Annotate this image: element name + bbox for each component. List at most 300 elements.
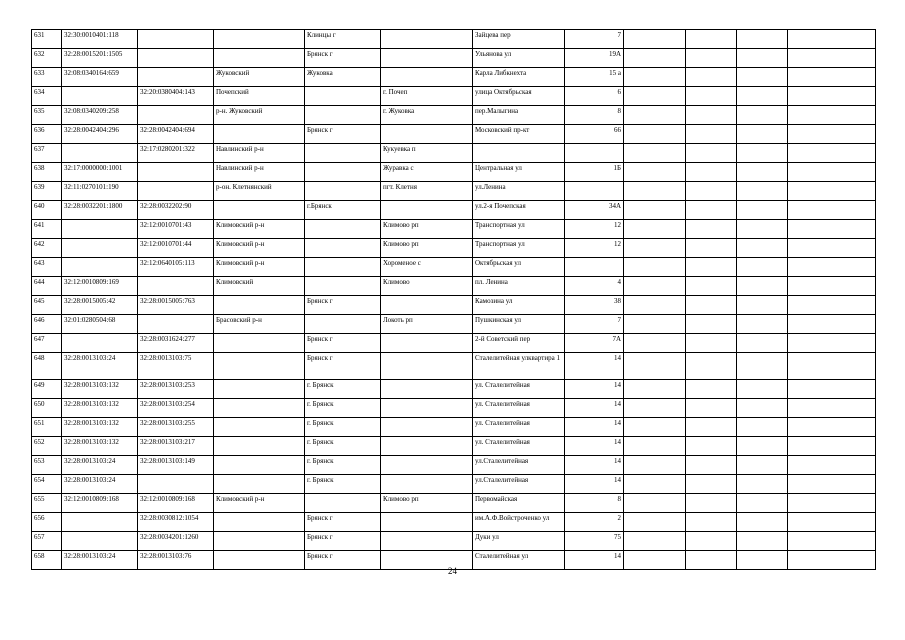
settlement-cell xyxy=(381,532,473,551)
row-number-cell: 631 xyxy=(32,30,62,49)
cadastral-number-cell: 32:28:0032201:1800 xyxy=(62,201,138,220)
row-number-cell: 640 xyxy=(32,201,62,220)
empty-cell xyxy=(788,144,876,163)
house-number-cell xyxy=(565,144,624,163)
district-cell: Навлинский р-н xyxy=(214,144,305,163)
cadastral-number-cell xyxy=(62,532,138,551)
house-number-cell: 12 xyxy=(565,239,624,258)
empty-cell xyxy=(686,315,737,334)
cadastral-number-2-cell: 32:28:0013103:149 xyxy=(138,456,214,475)
page-number: 24 xyxy=(448,566,457,576)
empty-cell xyxy=(686,456,737,475)
empty-cell xyxy=(737,380,788,399)
city-cell: г. Брянск xyxy=(305,456,381,475)
table-row xyxy=(32,475,876,494)
cadastral-number-cell: 32:28:0013103:132 xyxy=(62,380,138,399)
empty-cell xyxy=(788,182,876,201)
cadastral-number-2-cell xyxy=(138,49,214,68)
settlement-cell: Климово рп xyxy=(381,239,473,258)
city-cell: Брянск г xyxy=(305,49,381,68)
cadastral-number-2-cell: 32:20:0380404:143 xyxy=(138,87,214,106)
table-row xyxy=(32,296,876,315)
empty-cell xyxy=(788,258,876,277)
empty-cell xyxy=(624,380,686,399)
district-cell xyxy=(214,125,305,144)
empty-cell xyxy=(624,475,686,494)
cadastral-number-2-cell xyxy=(138,106,214,125)
settlement-cell xyxy=(381,49,473,68)
district-cell: Почепский xyxy=(214,87,305,106)
cadastral-number-2-cell xyxy=(138,30,214,49)
table-row xyxy=(32,49,876,68)
empty-cell xyxy=(686,182,737,201)
street-cell: ул.Сталелитейная xyxy=(473,475,565,494)
cadastral-number-2-cell: 32:28:0015005:763 xyxy=(138,296,214,315)
table-row xyxy=(32,513,876,532)
cadastral-number-cell: 32:28:0042404:296 xyxy=(62,125,138,144)
street-cell: пл. Ленина xyxy=(473,277,565,296)
house-number-cell: 14 xyxy=(565,456,624,475)
row-number-cell: 644 xyxy=(32,277,62,296)
house-number-cell: 1Б xyxy=(565,163,624,182)
district-cell: р-он. Клетнянский xyxy=(214,182,305,201)
empty-cell xyxy=(624,494,686,513)
empty-cell xyxy=(624,296,686,315)
empty-cell xyxy=(624,513,686,532)
empty-cell xyxy=(788,399,876,418)
empty-cell xyxy=(686,220,737,239)
empty-cell xyxy=(686,494,737,513)
cadastral-number-cell xyxy=(62,220,138,239)
empty-cell xyxy=(788,437,876,456)
settlement-cell: Климово рп xyxy=(381,494,473,513)
district-cell xyxy=(214,30,305,49)
empty-cell xyxy=(788,49,876,68)
table-row xyxy=(32,144,876,163)
empty-cell xyxy=(788,532,876,551)
district-cell: Климовский р-н xyxy=(214,258,305,277)
district-cell xyxy=(214,513,305,532)
empty-cell xyxy=(737,418,788,437)
empty-cell xyxy=(686,106,737,125)
city-cell: Брянск г xyxy=(305,334,381,353)
cadastral-number-cell: 32:28:0015005:42 xyxy=(62,296,138,315)
cadastral-number-2-cell: 32:12:0010701:43 xyxy=(138,220,214,239)
district-cell xyxy=(214,399,305,418)
street-cell: ул.2-я Почепская xyxy=(473,201,565,220)
cadastral-number-cell: 32:08:0340164:659 xyxy=(62,68,138,87)
empty-cell xyxy=(737,353,788,380)
cadastral-number-cell: 32:28:0013103:132 xyxy=(62,437,138,456)
empty-cell xyxy=(624,125,686,144)
row-number-cell: 649 xyxy=(32,380,62,399)
district-cell xyxy=(214,475,305,494)
cadastral-number-cell xyxy=(62,87,138,106)
cadastral-number-2-cell: 32:28:0034201:1260 xyxy=(138,532,214,551)
city-cell: Жуковка xyxy=(305,68,381,87)
empty-cell xyxy=(686,334,737,353)
street-cell: ул. Сталелитейная xyxy=(473,418,565,437)
street-cell: Транспортная ул xyxy=(473,220,565,239)
house-number-cell: 15 а xyxy=(565,68,624,87)
empty-cell xyxy=(624,277,686,296)
empty-cell xyxy=(624,258,686,277)
table-row xyxy=(32,418,876,437)
empty-cell xyxy=(624,87,686,106)
empty-cell xyxy=(624,437,686,456)
empty-cell xyxy=(788,418,876,437)
empty-cell xyxy=(737,68,788,87)
district-cell xyxy=(214,49,305,68)
cadastral-number-2-cell: 32:28:0013103:255 xyxy=(138,418,214,437)
empty-cell xyxy=(624,315,686,334)
cadastral-number-2-cell: 32:28:0013103:75 xyxy=(138,353,214,380)
settlement-cell: г. Почеп xyxy=(381,87,473,106)
cadastral-number-cell: 32:08:0340209:258 xyxy=(62,106,138,125)
empty-cell xyxy=(624,456,686,475)
street-cell: пер.Малыгина xyxy=(473,106,565,125)
house-number-cell xyxy=(565,182,624,201)
empty-cell xyxy=(686,380,737,399)
cadastral-number-2-cell: 32:12:0640105:113 xyxy=(138,258,214,277)
row-number-cell: 641 xyxy=(32,220,62,239)
empty-cell xyxy=(624,532,686,551)
cadastral-number-cell: 32:28:0013103:132 xyxy=(62,418,138,437)
cadastral-number-2-cell xyxy=(138,163,214,182)
table-row xyxy=(32,277,876,296)
district-cell xyxy=(214,353,305,380)
city-cell: Клинцы г xyxy=(305,30,381,49)
city-cell xyxy=(305,239,381,258)
table-row xyxy=(32,239,876,258)
settlement-cell: пгт. Клетня xyxy=(381,182,473,201)
settlement-cell: Климово xyxy=(381,277,473,296)
cadastral-number-cell: 32:12:0010809:168 xyxy=(62,494,138,513)
cadastral-number-cell: 32:28:0013103:24 xyxy=(62,551,138,570)
house-number-cell: 75 xyxy=(565,532,624,551)
cadastral-number-cell xyxy=(62,144,138,163)
house-number-cell: 12 xyxy=(565,220,624,239)
row-number-cell: 652 xyxy=(32,437,62,456)
house-number-cell: 7 xyxy=(565,315,624,334)
cadastral-number-2-cell: 32:28:0032202:90 xyxy=(138,201,214,220)
cadastral-number-cell: 32:28:0013103:132 xyxy=(62,399,138,418)
street-cell: Камозина ул xyxy=(473,296,565,315)
cadastral-number-cell xyxy=(62,258,138,277)
cadastral-number-2-cell: 32:28:0013103:253 xyxy=(138,380,214,399)
row-number-cell: 653 xyxy=(32,456,62,475)
empty-cell xyxy=(737,475,788,494)
cadastral-number-cell: 32:28:0013103:24 xyxy=(62,456,138,475)
cadastral-number-cell: 32:01:0280504:68 xyxy=(62,315,138,334)
empty-cell xyxy=(737,87,788,106)
street-cell: Пушкинская ул xyxy=(473,315,565,334)
street-cell: Зайцева пер xyxy=(473,30,565,49)
street-cell: ул.Сталелитейная xyxy=(473,456,565,475)
house-number-cell: 14 xyxy=(565,353,624,380)
cadastral-number-cell xyxy=(62,239,138,258)
street-cell: Дуки ул xyxy=(473,532,565,551)
cadastral-number-2-cell xyxy=(138,277,214,296)
district-cell xyxy=(214,532,305,551)
empty-cell xyxy=(788,315,876,334)
settlement-cell xyxy=(381,353,473,380)
empty-cell xyxy=(686,201,737,220)
settlement-cell xyxy=(381,201,473,220)
empty-cell xyxy=(788,380,876,399)
street-cell: им.А.Ф.Войстроченко ул xyxy=(473,513,565,532)
table-row xyxy=(32,399,876,418)
settlement-cell: Журавка с xyxy=(381,163,473,182)
table-row xyxy=(32,437,876,456)
district-cell: Климовский р-н xyxy=(214,494,305,513)
city-cell xyxy=(305,144,381,163)
cadastral-number-2-cell xyxy=(138,315,214,334)
empty-cell xyxy=(686,513,737,532)
cadastral-number-2-cell: 32:28:0030812:1054 xyxy=(138,513,214,532)
row-number-cell: 637 xyxy=(32,144,62,163)
empty-cell xyxy=(788,87,876,106)
row-number-cell: 642 xyxy=(32,239,62,258)
city-cell: Брянск г xyxy=(305,353,381,380)
empty-cell xyxy=(686,163,737,182)
table-row xyxy=(32,106,876,125)
empty-cell xyxy=(686,239,737,258)
house-number-cell: 7А xyxy=(565,334,624,353)
settlement-cell: Локоть рп xyxy=(381,315,473,334)
row-number-cell: 639 xyxy=(32,182,62,201)
settlement-cell xyxy=(381,125,473,144)
settlement-cell xyxy=(381,296,473,315)
street-cell: Сталелитейная ул xyxy=(473,551,565,570)
table-row xyxy=(32,315,876,334)
table-row xyxy=(32,334,876,353)
street-cell: Октябрьская ул xyxy=(473,258,565,277)
city-cell: г. Брянск xyxy=(305,437,381,456)
table-row xyxy=(32,380,876,399)
empty-cell xyxy=(737,125,788,144)
table-row xyxy=(32,258,876,277)
city-cell xyxy=(305,315,381,334)
empty-cell xyxy=(737,296,788,315)
empty-cell xyxy=(686,144,737,163)
cadastral-number-cell: 32:28:0013103:24 xyxy=(62,353,138,380)
house-number-cell: 14 xyxy=(565,551,624,570)
street-cell: ул.Ленина xyxy=(473,182,565,201)
empty-cell xyxy=(788,277,876,296)
district-cell: р-н. Жуковский xyxy=(214,106,305,125)
house-number-cell: 7 xyxy=(565,30,624,49)
row-number-cell: 656 xyxy=(32,513,62,532)
registry-table xyxy=(31,29,876,570)
city-cell xyxy=(305,106,381,125)
cadastral-number-2-cell: 32:28:0013103:76 xyxy=(138,551,214,570)
city-cell: г. Брянск xyxy=(305,399,381,418)
cadastral-number-cell: 32:11:0270101:190 xyxy=(62,182,138,201)
city-cell xyxy=(305,182,381,201)
row-number-cell: 651 xyxy=(32,418,62,437)
district-cell xyxy=(214,380,305,399)
empty-cell xyxy=(624,220,686,239)
empty-cell xyxy=(686,437,737,456)
district-cell: Климовский р-н xyxy=(214,239,305,258)
settlement-cell xyxy=(381,68,473,87)
cadastral-number-2-cell: 32:17:0280201:322 xyxy=(138,144,214,163)
empty-cell xyxy=(788,201,876,220)
settlement-cell: Кукуевка п xyxy=(381,144,473,163)
city-cell: Брянск г xyxy=(305,551,381,570)
row-number-cell: 635 xyxy=(32,106,62,125)
empty-cell xyxy=(788,220,876,239)
empty-cell xyxy=(686,418,737,437)
table-row xyxy=(32,68,876,87)
empty-cell xyxy=(737,494,788,513)
empty-cell xyxy=(737,144,788,163)
city-cell xyxy=(305,163,381,182)
cadastral-number-cell: 32:17:0000000:1001 xyxy=(62,163,138,182)
empty-cell xyxy=(737,277,788,296)
empty-cell xyxy=(788,106,876,125)
settlement-cell xyxy=(381,334,473,353)
empty-cell xyxy=(686,532,737,551)
empty-cell xyxy=(737,399,788,418)
empty-cell xyxy=(737,513,788,532)
empty-cell xyxy=(624,182,686,201)
empty-cell xyxy=(624,399,686,418)
house-number-cell: 34А xyxy=(565,201,624,220)
settlement-cell xyxy=(381,475,473,494)
district-cell: Климовский р-н xyxy=(214,220,305,239)
table-row xyxy=(32,532,876,551)
district-cell: Навлинский р-н xyxy=(214,163,305,182)
table-row xyxy=(32,30,876,49)
empty-cell xyxy=(686,277,737,296)
settlement-cell xyxy=(381,456,473,475)
city-cell xyxy=(305,277,381,296)
empty-cell xyxy=(737,532,788,551)
empty-cell xyxy=(624,353,686,380)
empty-cell xyxy=(788,296,876,315)
empty-cell xyxy=(788,68,876,87)
house-number-cell xyxy=(565,258,624,277)
cadastral-number-2-cell xyxy=(138,475,214,494)
row-number-cell: 643 xyxy=(32,258,62,277)
cadastral-number-2-cell: 32:28:0042404:694 xyxy=(138,125,214,144)
table-row xyxy=(32,456,876,475)
row-number-cell: 645 xyxy=(32,296,62,315)
street-cell: Карла Либкнехта xyxy=(473,68,565,87)
street-cell: Первомайская xyxy=(473,494,565,513)
empty-cell xyxy=(624,163,686,182)
empty-cell xyxy=(686,68,737,87)
empty-cell xyxy=(624,68,686,87)
empty-cell xyxy=(788,494,876,513)
empty-cell xyxy=(788,456,876,475)
street-cell: Сталелитейная улквартира 1 xyxy=(473,353,565,380)
street-cell: Ульянова ул xyxy=(473,49,565,68)
table-row xyxy=(32,87,876,106)
cadastral-number-cell: 32:28:0015201:1505 xyxy=(62,49,138,68)
empty-cell xyxy=(737,315,788,334)
empty-cell xyxy=(737,30,788,49)
settlement-cell xyxy=(381,380,473,399)
empty-cell xyxy=(686,258,737,277)
settlement-cell: Хороменое с xyxy=(381,258,473,277)
row-number-cell: 634 xyxy=(32,87,62,106)
settlement-cell: г. Жуковка xyxy=(381,106,473,125)
empty-cell xyxy=(788,30,876,49)
empty-cell xyxy=(686,49,737,68)
cadastral-number-2-cell xyxy=(138,68,214,87)
house-number-cell: 19А xyxy=(565,49,624,68)
empty-cell xyxy=(788,239,876,258)
street-cell: улица Октябрьская xyxy=(473,87,565,106)
street-cell: 2-й Советский пер xyxy=(473,334,565,353)
row-number-cell: 632 xyxy=(32,49,62,68)
house-number-cell: 14 xyxy=(565,475,624,494)
empty-cell xyxy=(788,334,876,353)
table-row xyxy=(32,201,876,220)
row-number-cell: 648 xyxy=(32,353,62,380)
house-number-cell: 8 xyxy=(565,106,624,125)
empty-cell xyxy=(686,353,737,380)
table-row xyxy=(32,220,876,239)
settlement-cell xyxy=(381,513,473,532)
empty-cell xyxy=(624,144,686,163)
table-row xyxy=(32,163,876,182)
empty-cell xyxy=(737,220,788,239)
city-cell: г. Брянск xyxy=(305,475,381,494)
row-number-cell: 638 xyxy=(32,163,62,182)
city-cell: Брянск г xyxy=(305,532,381,551)
cadastral-number-cell: 32:28:0013103:24 xyxy=(62,475,138,494)
house-number-cell: 4 xyxy=(565,277,624,296)
row-number-cell: 636 xyxy=(32,125,62,144)
cadastral-number-2-cell: 32:28:0013103:217 xyxy=(138,437,214,456)
empty-cell xyxy=(737,182,788,201)
row-number-cell: 654 xyxy=(32,475,62,494)
house-number-cell: 38 xyxy=(565,296,624,315)
city-cell xyxy=(305,494,381,513)
empty-cell xyxy=(737,456,788,475)
house-number-cell: 8 xyxy=(565,494,624,513)
district-cell xyxy=(214,456,305,475)
house-number-cell: 6 xyxy=(565,87,624,106)
house-number-cell: 14 xyxy=(565,418,624,437)
row-number-cell: 658 xyxy=(32,551,62,570)
street-cell: Московский пр-кт xyxy=(473,125,565,144)
city-cell: г.Брянск xyxy=(305,201,381,220)
cadastral-number-cell xyxy=(62,334,138,353)
empty-cell xyxy=(788,163,876,182)
table-row xyxy=(32,494,876,513)
cadastral-number-cell: 32:12:0010809:169 xyxy=(62,277,138,296)
empty-cell xyxy=(737,334,788,353)
city-cell xyxy=(305,258,381,277)
row-number-cell: 655 xyxy=(32,494,62,513)
empty-cell xyxy=(737,258,788,277)
table-body xyxy=(32,30,876,570)
table-row xyxy=(32,182,876,201)
street-cell: ул. Сталелитейная xyxy=(473,437,565,456)
empty-cell xyxy=(624,106,686,125)
house-number-cell: 66 xyxy=(565,125,624,144)
district-cell: Климовский xyxy=(214,277,305,296)
city-cell xyxy=(305,220,381,239)
cadastral-number-2-cell xyxy=(138,182,214,201)
street-cell xyxy=(473,144,565,163)
district-cell: Жуковский xyxy=(214,68,305,87)
